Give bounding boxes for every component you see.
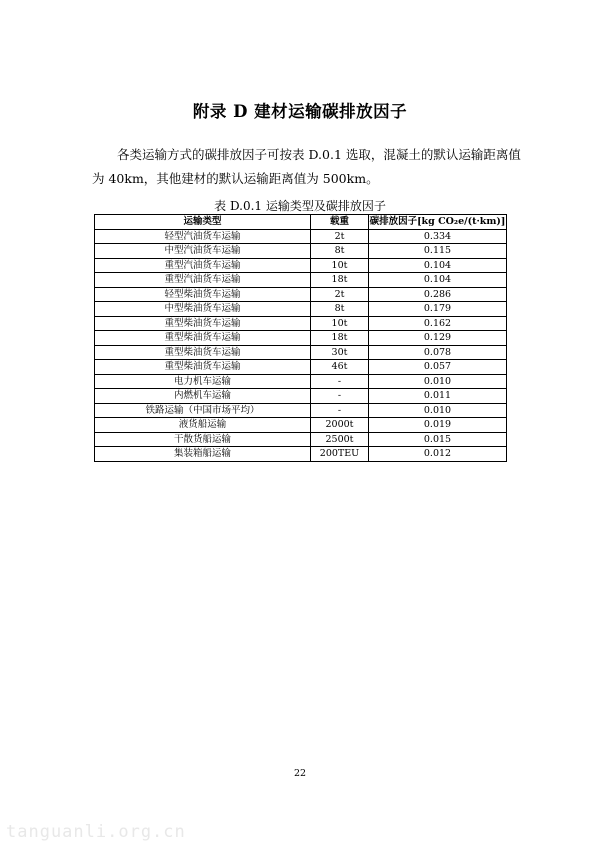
cell-emission-factor: 0.115: [369, 244, 507, 259]
cell-emission-factor: 0.011: [369, 389, 507, 404]
cell-load: 2500t: [311, 432, 369, 447]
cell-load: 10t: [311, 316, 369, 331]
cell-emission-factor: 0.286: [369, 287, 507, 302]
cell-load: -: [311, 403, 369, 418]
cell-emission-factor: 0.104: [369, 258, 507, 273]
table-row: [95, 273, 507, 288]
cell-emission-factor: 0.057: [369, 360, 507, 375]
cell-transport-type: 集装箱船运输: [95, 447, 311, 462]
cell-load: 18t: [311, 331, 369, 346]
table-header-row: [95, 215, 507, 230]
cell-transport-type: 重型柴油货车运输: [95, 331, 311, 346]
table-row: [95, 316, 507, 331]
cell-load: 2t: [311, 287, 369, 302]
cell-emission-factor: 0.012: [369, 447, 507, 462]
cell-emission-factor: 0.104: [369, 273, 507, 288]
cell-transport-type: 重型柴油货车运输: [95, 316, 311, 331]
table-row: [95, 331, 507, 346]
cell-transport-type: 液货船运输: [95, 418, 311, 433]
cell-load: 46t: [311, 360, 369, 375]
table-row: [95, 258, 507, 273]
header-emission-factor: 碳排放因子[kg CO₂e/(t·km)]: [369, 216, 506, 228]
cell-emission-factor: 0.129: [369, 331, 507, 346]
cell-emission-factor: 0.179: [369, 302, 507, 317]
table-row: [95, 374, 507, 389]
cell-transport-type: 轻型柴油货车运输: [95, 287, 311, 302]
header-transport-type: 运输类型: [95, 215, 311, 230]
emission-factor-table-container: [94, 214, 506, 462]
page-number: 22: [293, 768, 307, 779]
cell-transport-type: 铁路运输（中国市场平均）: [95, 403, 311, 418]
table-row: [95, 302, 507, 317]
cell-emission-factor: 0.010: [369, 403, 507, 418]
table-row: [95, 403, 507, 418]
body-paragraph: 各类运输方式的碳排放因子可按表 D.0.1 选取，混凝土的默认运输距离值为 40km，其他建材的默认运输距离值为 500km。: [92, 147, 521, 186]
cell-transport-type: 内燃机车运输: [95, 389, 311, 404]
table-row: [95, 447, 507, 462]
cell-load: -: [311, 389, 369, 404]
table-row: [95, 418, 507, 433]
cell-transport-type: 重型柴油货车运输: [95, 360, 311, 375]
table-row: [95, 345, 507, 360]
cell-transport-type: 干散货船运输: [95, 432, 311, 447]
table-row: [95, 287, 507, 302]
cell-load: -: [311, 374, 369, 389]
table-body: [95, 229, 507, 461]
cell-emission-factor: 0.078: [369, 345, 507, 360]
cell-load: 2000t: [311, 418, 369, 433]
header-load: 载重: [311, 215, 369, 230]
cell-emission-factor: 0.334: [369, 229, 507, 244]
cell-load: 18t: [311, 273, 369, 288]
cell-transport-type: 重型汽油货车运输: [95, 273, 311, 288]
table-row: [95, 432, 507, 447]
table-row: [95, 229, 507, 244]
cell-emission-factor: 0.162: [369, 316, 507, 331]
page-title: 附录 D 建材运输碳排放因子: [192, 102, 408, 121]
table-row: [95, 389, 507, 404]
cell-load: 2t: [311, 229, 369, 244]
cell-load: 8t: [311, 244, 369, 259]
cell-emission-factor: 0.019: [369, 418, 507, 433]
table-row: [95, 244, 507, 259]
cell-transport-type: 重型汽油货车运输: [95, 258, 311, 273]
cell-load: 200TEU: [311, 447, 369, 462]
cell-load: 8t: [311, 302, 369, 317]
cell-transport-type: 轻型汽油货车运输: [95, 229, 311, 244]
cell-transport-type: 重型柴油货车运输: [95, 345, 311, 360]
cell-transport-type: 电力机车运输: [95, 374, 311, 389]
cell-transport-type: 中型柴油货车运输: [95, 302, 311, 317]
watermark: tanguanli.org.cn: [6, 822, 186, 842]
cell-emission-factor: 0.015: [369, 432, 507, 447]
table-caption: 表 D.0.1 运输类型及碳排放因子: [214, 199, 386, 213]
cell-load: 10t: [311, 258, 369, 273]
emission-factor-table: [94, 214, 507, 462]
cell-emission-factor: 0.010: [369, 374, 507, 389]
cell-load: 30t: [311, 345, 369, 360]
table-row: [95, 360, 507, 375]
cell-transport-type: 中型汽油货车运输: [95, 244, 311, 259]
